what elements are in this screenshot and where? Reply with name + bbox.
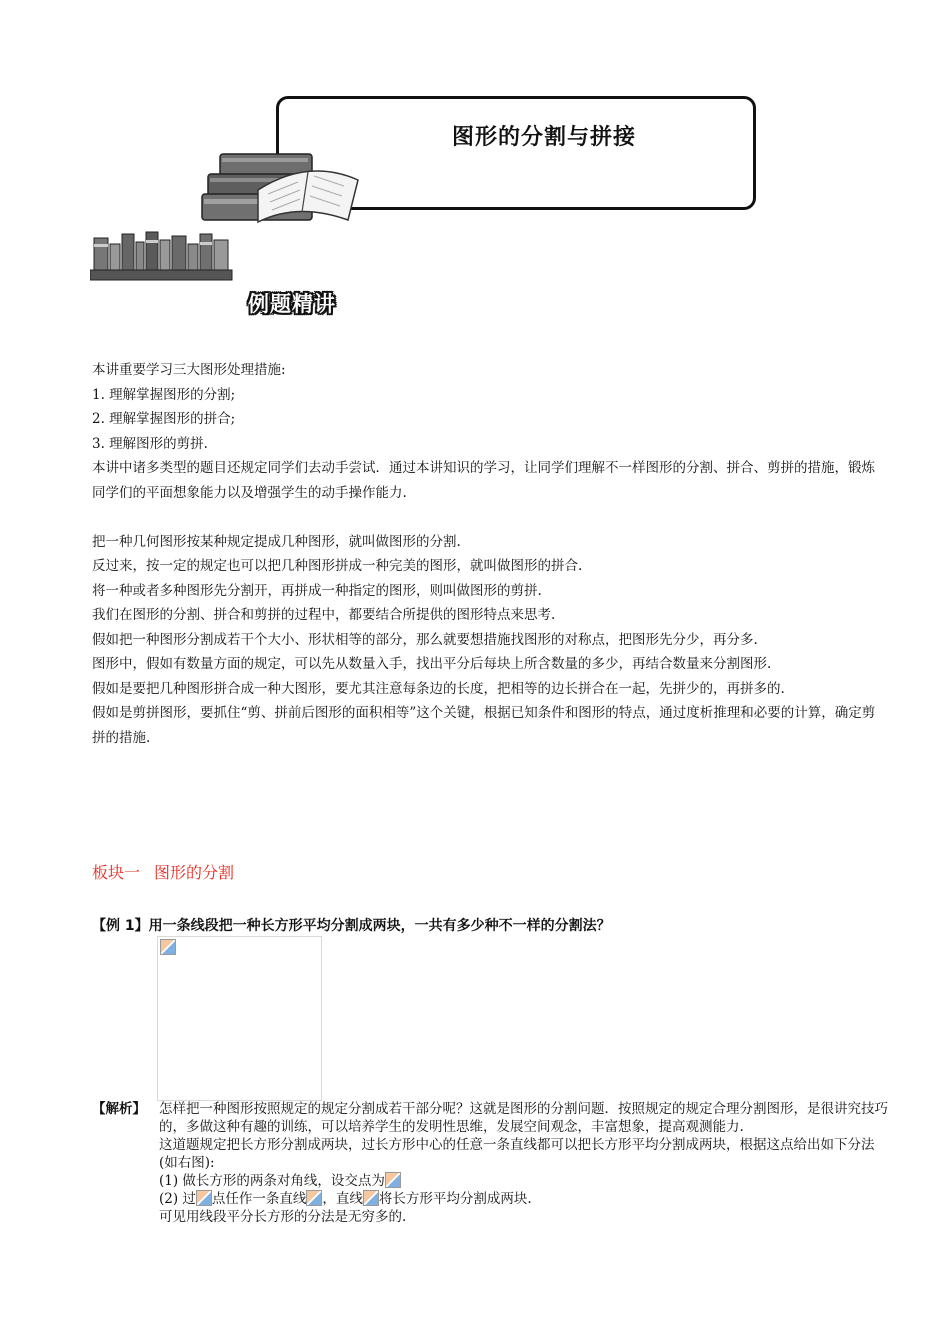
analysis-step-1 <box>159 1172 892 1190</box>
step-text: (2) 过 <box>159 1191 196 1207</box>
intro-line: 2. 理解掌握图形的拼合; <box>92 411 236 427</box>
block-label: 板块一 <box>92 863 141 882</box>
step-text: 点任作一条直线 <box>211 1191 307 1207</box>
bookshelf-icon <box>90 230 240 282</box>
concept-paragraph: 将一种或者多种图形先分割开，再拼成一种指定的图形，则叫做图形的剪拼. <box>92 582 542 599</box>
broken-image-icon <box>196 1190 212 1206</box>
step-text: ，直线 <box>322 1191 363 1207</box>
intro-paragraph: 本讲中诸多类型的题目还规定同学们去动手尝试．通过本讲知识的学习，让同学们理解不一样图形的分割、拼合、剪拼的措施，锻炼同学们的平面想象能力以及增强学生的动手操作能力. <box>92 460 875 501</box>
block-heading <box>92 860 234 883</box>
example-question: 用一条线段把一种长方形平均分割成两块，一共有多少种不一样的分割法？ <box>148 918 611 934</box>
concept-paragraph: 把一种几何图形按某种规定提成几种图形，就叫做图形的分割. <box>92 533 461 550</box>
concept-paragraph: 我们在图形的分割、拼合和剪拼的过程中，都要结合所提供的图形特点来思考. <box>92 607 556 623</box>
concept-paragraph: 图形中，假如有数量方面的规定，可以先从数量入手，找出平分后每块上所含数量的多少，再结合数量来分割图形. <box>92 656 772 672</box>
block-title: 图形的分割 <box>154 863 235 882</box>
broken-image-icon <box>363 1190 379 1206</box>
intro-line: 1. 理解掌握图形的分割; <box>92 386 236 403</box>
broken-image-icon <box>385 1172 401 1188</box>
analysis-paragraph: 怎样把一种图形按照规定的规定分割成若干部分呢？这就是图形的分割问题．按照规定的规定合理分割图形，是很讲究技巧的，多做这种有趣的训练，可以培养学生的发明性思维，发展空间观念，丰富想象，提高观测能力. <box>159 1101 888 1135</box>
intro-line: 3. 理解图形的剪拼. <box>92 435 208 452</box>
concept-paragraph: 假如把一种图形分割成若干个大小、形状相等的部分，那么就要想措施找图形的对称点，把图形先分少，再分多. <box>92 631 758 648</box>
concept-paragraph: 反过来，按一定的规定也可以把几种图形拼成一种完美的图形，就叫做图形的拼合. <box>92 558 583 574</box>
figure-placeholder <box>157 936 322 1101</box>
analysis-conclusion: 可见用线段平分长方形的分法是无穷多的. <box>159 1209 407 1225</box>
step-text: 将长方形平均分割成两块. <box>378 1191 532 1207</box>
broken-image-icon <box>306 1190 322 1206</box>
concept-paragraph: 假如是要把几种图形拼合成一种大图形，要尤其注意每条边的长度，把相等的边长拼合在一起，先拼少的，再拼多的. <box>92 680 785 697</box>
books-icon <box>198 150 408 230</box>
analysis-section <box>92 1100 892 1226</box>
example-label: 【例 1】 <box>92 918 149 934</box>
intro-section <box>92 358 884 750</box>
intro-line: 本讲重要学习三大图形处理措施: <box>92 362 286 378</box>
concept-paragraph: 假如是剪拼图形，要抓住“剪、拼前后图形的面积相等”这个关键，根据已知条件和图形的特点，通过度析推理和必要的计算，确定剪拼的措施. <box>92 705 876 746</box>
analysis-label: 【解析】 <box>92 1101 146 1117</box>
analysis-paragraph: 这道题规定把长方形分割成两块，过长方形中心的任意一条直线都可以把长方形平均分割成两块，根据这点给出如下分法(如右图): <box>159 1137 875 1171</box>
broken-image-icon <box>160 939 176 955</box>
analysis-step-2 <box>159 1190 892 1208</box>
example-1 <box>92 915 611 935</box>
page-title: 图形的分割与拼接 <box>452 125 637 150</box>
step-text: (1) 做长方形的两条对角线，设交点为 <box>159 1173 385 1189</box>
section-tag: 例题精讲 <box>248 292 336 316</box>
